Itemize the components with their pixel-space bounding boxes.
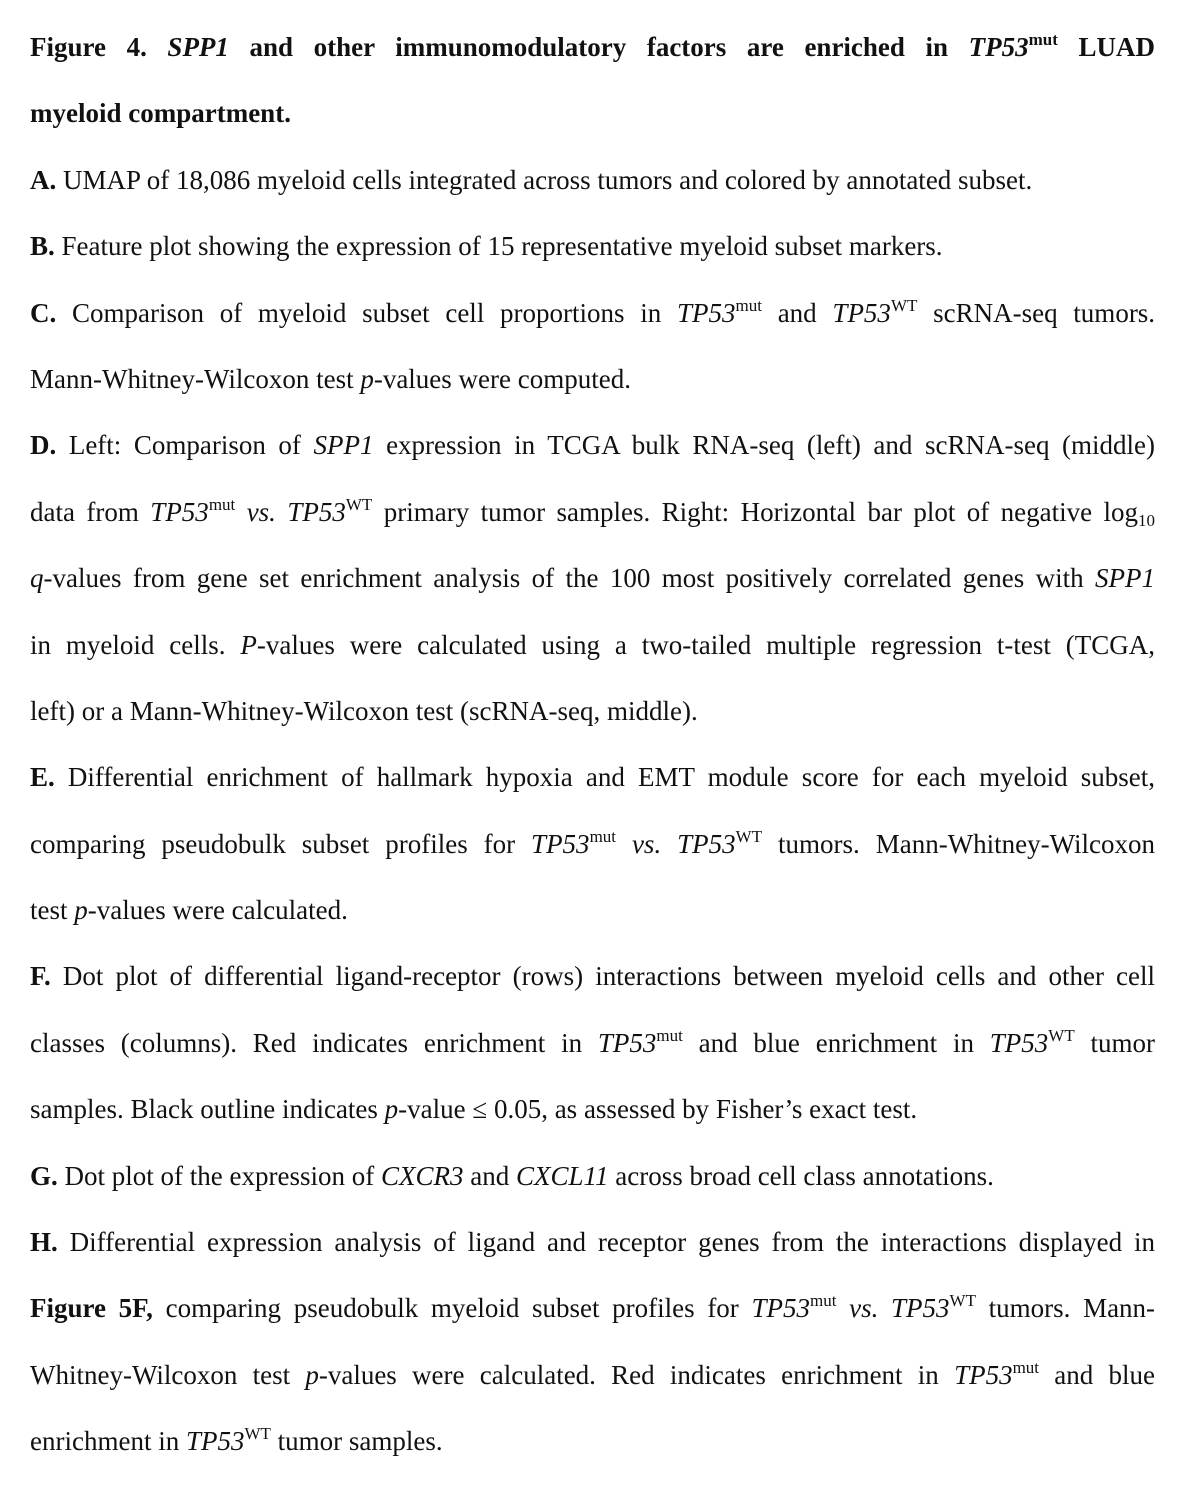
panel-h-description-cont: Whitney-Wilcoxon test p-values were calculated. Red indicates enrichment in $TP53^{mut}$ and blue xyxy=(30,1357,1155,1390)
panel-a-description: A. UMAP of 18,086 myeloid cells integrated across tumors and colored by annotated subset. xyxy=(30,164,1033,195)
panel-c-description-cont: Mann-Whitney-Wilcoxon test p-values were computed. xyxy=(30,363,631,394)
figure-title-line-2: myeloid compartment. xyxy=(30,98,291,129)
panel-h-description: H. Differential expression analysis of ligand and receptor genes from the interactions displayed in xyxy=(30,1227,1155,1258)
panel-label: F. xyxy=(30,961,51,992)
panel-e-description-cont: comparing pseudobulk subset profiles for $TP53^{mut}$ vs. $TP53^{WT}$ tumors. Mann-Whitney-Wilcoxon xyxy=(30,826,1156,859)
panel-d-description-cont: left) or a Mann-Whitney-Wilcoxon test (scRNA-seq, middle). xyxy=(30,695,698,726)
figure-label: Figure 4. xyxy=(30,32,147,62)
panel-h-description-cont: enrichment in $TP53^{WT}$ tumor samples. xyxy=(30,1424,443,1457)
panel-c-description: C. Comparison of myeloid subset cell proportions in $TP53^{mut}$ and $TP53^{WT}$ scRNA-seq tumors. xyxy=(30,295,1156,328)
panel-h-description-cont: Figure 5F, comparing pseudobulk myeloid subset profiles for $TP53^{mut}$ vs. $TP53^{WT}$ tumors. Mann- xyxy=(30,1291,1156,1324)
panel-label: D. xyxy=(30,430,57,461)
panel-label: A. xyxy=(30,164,57,195)
figure-legend xyxy=(30,14,1155,1475)
panel-label: C. xyxy=(30,297,57,328)
panel-e-description: E. Differential enrichment of hallmark hypoxia and EMT module score for each myeloid subset, xyxy=(30,762,1155,793)
panel-b-description: B. Feature plot showing the expression of 15 representative myeloid subset markers. xyxy=(30,231,943,262)
figure-title-line-1: Figure 4. SPP1 and other immunomodulatory factors are enriched in $TP53^{mut}$ LUAD xyxy=(30,30,1156,62)
panel-g-description: G. Dot plot of the expression of CXCR3 and CXCL11 across broad cell class annotations. xyxy=(30,1160,994,1191)
panel-label: E. xyxy=(30,762,55,793)
panel-d-description-cont: q-values from gene set enrichment analysis of the 100 most positively correlated genes with SPP1 xyxy=(30,563,1156,594)
panel-f-description-cont: samples. Black outline indicates p-value ≤ 0.05, as assessed by Fisher’s exact test. xyxy=(30,1094,918,1125)
panel-f-description: F. Dot plot of differential ligand-receptor (rows) interactions between myeloid cells and other cell xyxy=(30,961,1156,992)
panel-label: H. xyxy=(30,1227,58,1258)
panel-label: G. xyxy=(30,1160,58,1191)
panel-e-description-cont: test p-values were calculated. xyxy=(30,895,348,926)
gene-name: SPP1 xyxy=(167,32,229,62)
panel-label: B. xyxy=(30,231,55,262)
figure-reference: Figure 5F, xyxy=(30,1293,153,1324)
panel-d-description: D. Left: Comparison of SPP1 expression in TCGA bulk RNA-seq (left) and scRNA-seq (middle) xyxy=(30,430,1156,461)
panel-d-description-cont: data from $TP53^{mut}$ vs. $TP53^{WT}$ primary tumor samples. Right: Horizontal bar plot of negative $\log_{10}$ xyxy=(30,494,1156,530)
panel-d-description-cont: in myeloid cells. P-values were calculated using a two-tailed multiple regression t-test (TCGA, xyxy=(30,629,1155,660)
panel-f-description-cont: classes (columns). Red indicates enrichment in $TP53^{mut}$ and blue enrichment in $TP53^{WT}$ tumor xyxy=(30,1025,1156,1058)
